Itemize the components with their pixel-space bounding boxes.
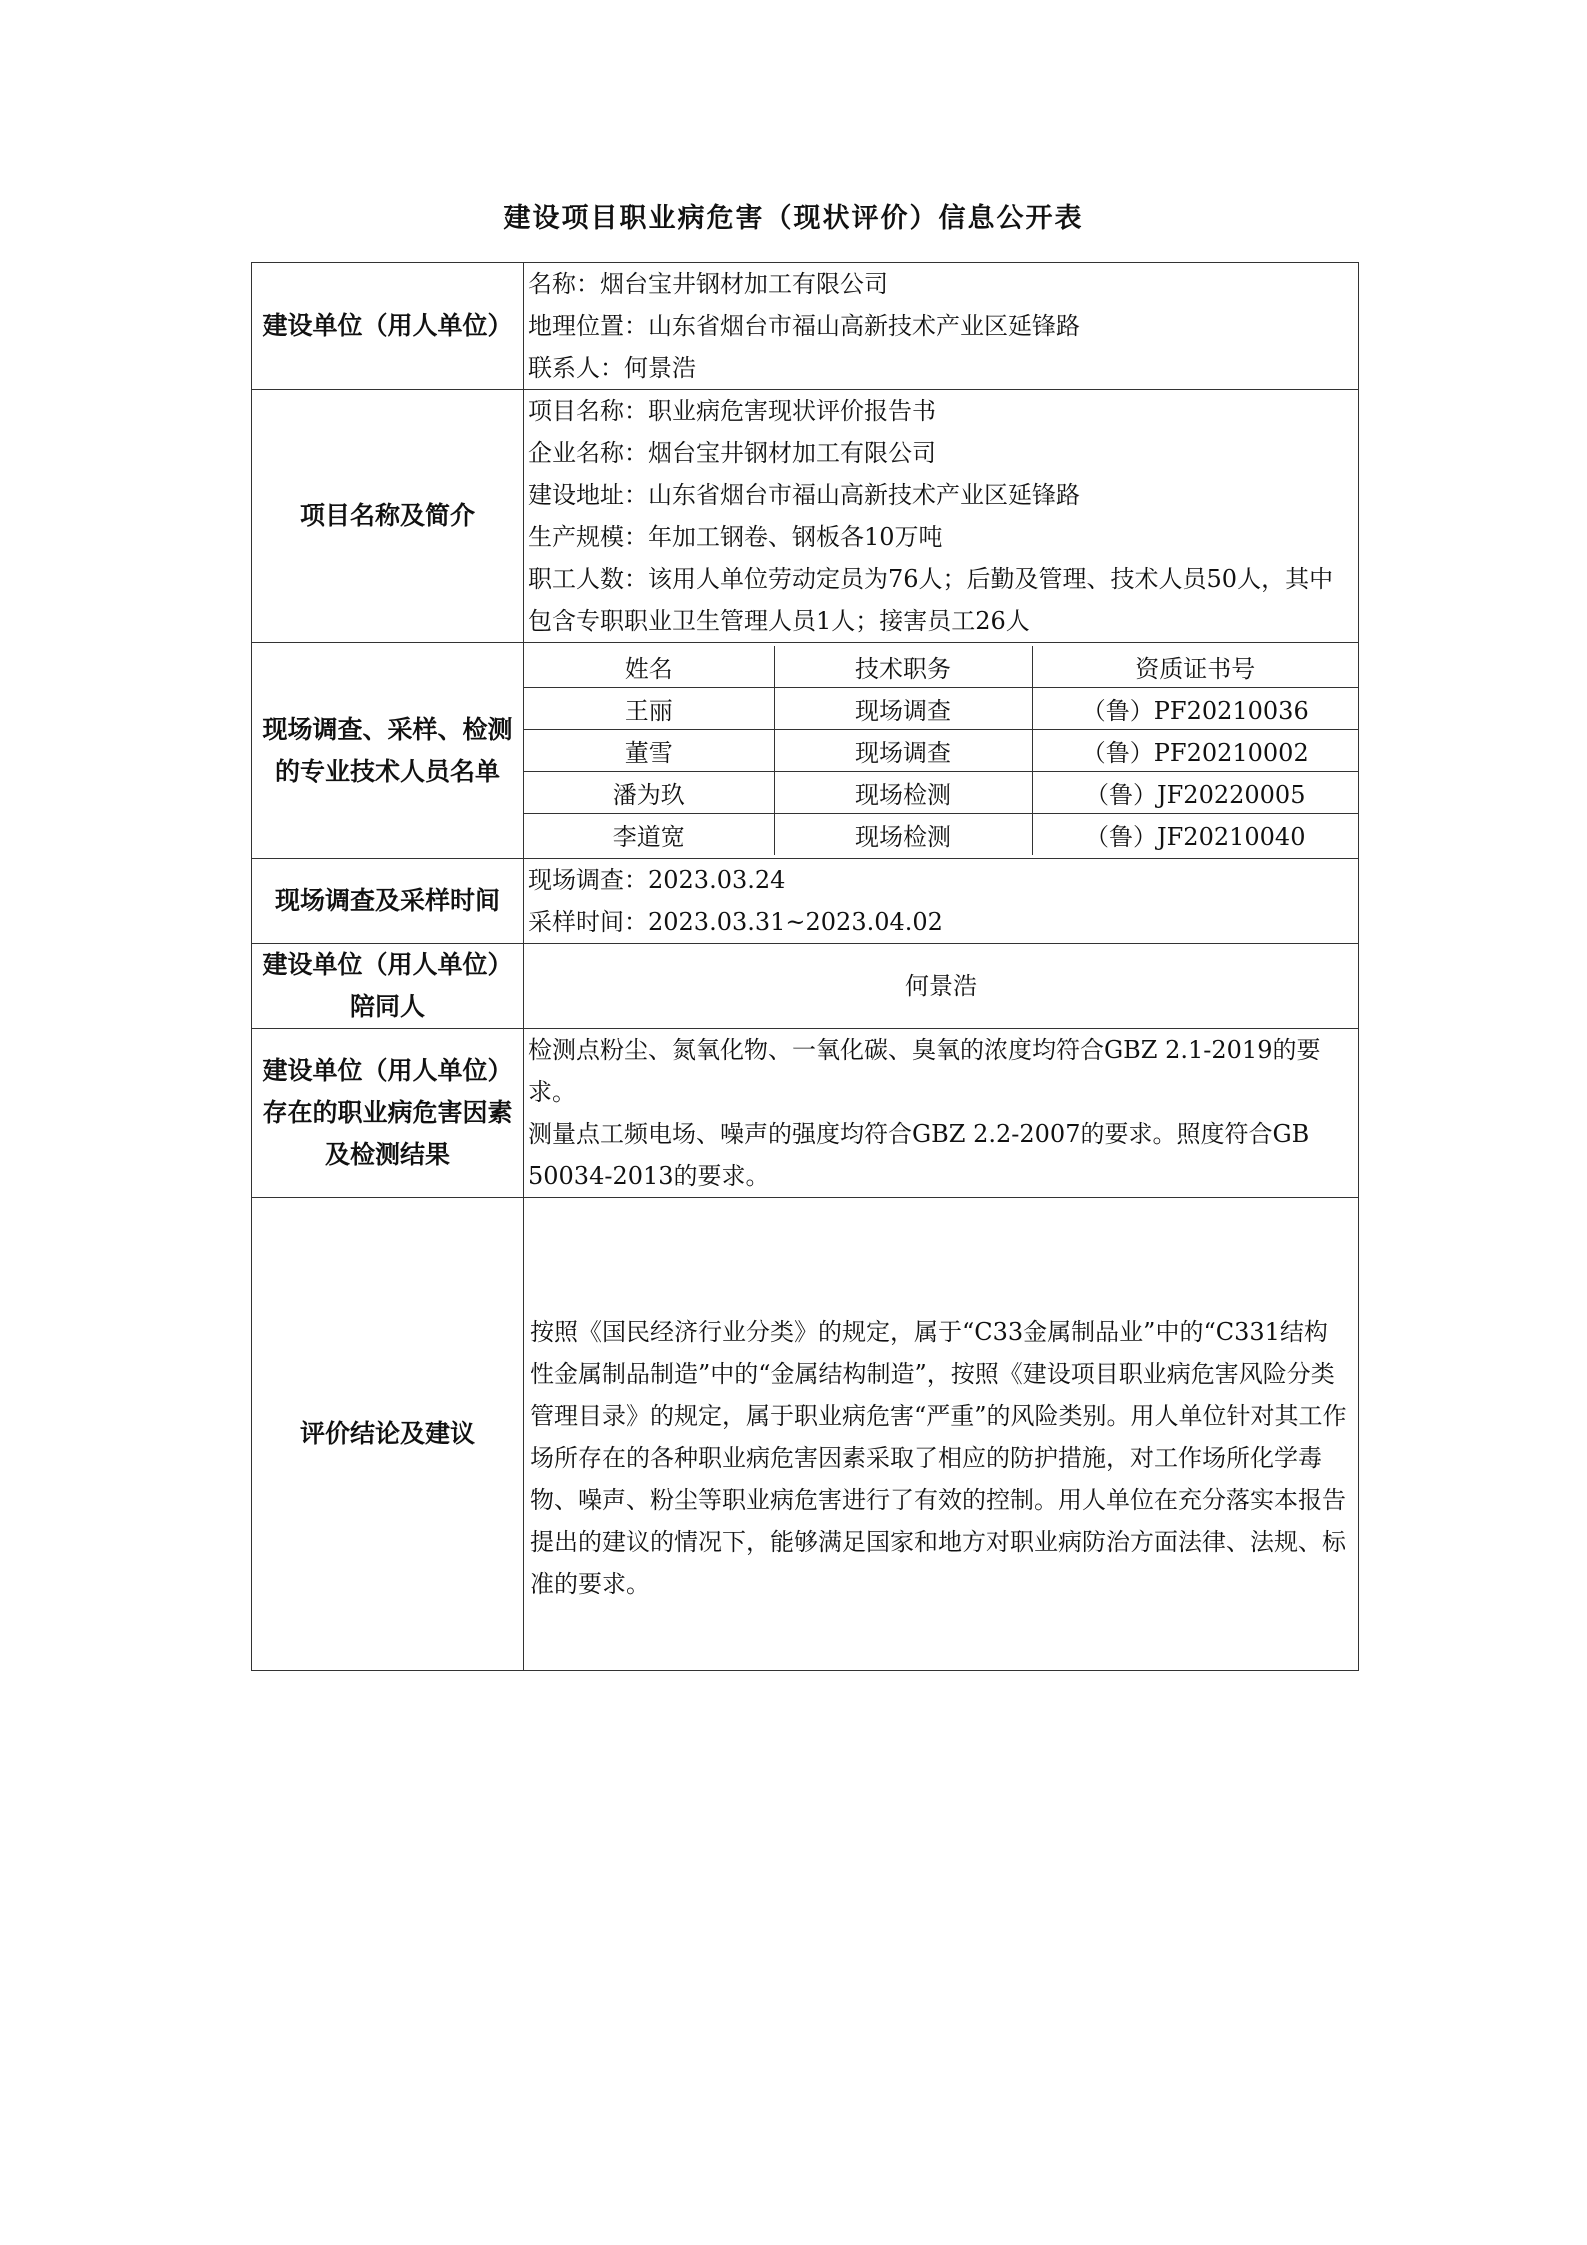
table-row: [524, 772, 1358, 814]
project-label: 项目名称及简介: [252, 390, 524, 643]
page-title: 建设项目职业病危害（现状评价）信息公开表: [503, 203, 1084, 234]
time-survey: 现场调查：2023.03.24: [528, 866, 786, 894]
hazards-line2: 测量点工频电场、噪声的强度均符合GBZ 2.2-2007的要求。照度符合GB 50034-2013的要求。: [528, 1120, 1310, 1190]
staff-table: [524, 646, 1358, 855]
conclusion-text: 按照《国民经济行业分类》的规定，属于“C33金属制品业”中的“C331结构性金属制品制造”中的“金属结构制造”，按照《建设项目职业病危害风险分类管理目录》的规定，属于职业病危害“严重”的风险类别。用人单位针对其工作场所存在的各种职业病危害因素采取了相应的防护措施，对工作场所化学毒物、噪声、粉尘等职业病危害进行了有效的控制。用人单位在充分落实本报告提出的建议的情况下，能够满足国家和地方对职业病防治方面法律、法规、标准的要求。: [524, 1198, 1359, 1671]
staff-role: 现场调查: [774, 688, 1032, 730]
hazards-value: [524, 1029, 1359, 1198]
hazards-label: 建设单位（用人单位）存在的职业病危害因素及检测结果: [252, 1029, 524, 1198]
row-conclusion: [252, 1198, 1359, 1671]
row-companion: [252, 944, 1359, 1029]
companion-value: 何景浩: [524, 944, 1359, 1029]
project-company: 企业名称：烟台宝井钢材加工有限公司: [528, 439, 936, 467]
companion-label: 建设单位（用人单位）陪同人: [252, 944, 524, 1029]
unit-location: 地理位置：山东省烟台市福山高新技术产业区延锋路: [528, 312, 1080, 340]
conclusion-label: 评价结论及建议: [252, 1198, 524, 1671]
row-hazards: [252, 1029, 1359, 1198]
staff-role: 现场检测: [774, 814, 1032, 856]
hazards-line1: 检测点粉尘、氮氧化物、一氧化碳、臭氧的浓度均符合GBZ 2.1-2019的要求。: [528, 1036, 1321, 1106]
project-staff: 职工人数：该用人单位劳动定员为76人；后勤及管理、技术人员50人，其中包含专职职业卫生管理人员1人；接害员工26人: [528, 565, 1334, 635]
unit-label: 建设单位（用人单位）: [252, 263, 524, 390]
unit-value: [524, 263, 1359, 390]
staff-header-role: 技术职务: [774, 646, 1032, 688]
staff-role: 现场调查: [774, 730, 1032, 772]
table-row: [524, 730, 1358, 772]
row-time: [252, 859, 1359, 944]
time-value: [524, 859, 1359, 944]
staff-cert: （鲁）PF20210036: [1032, 688, 1358, 730]
staff-cert: （鲁）JF20210040: [1032, 814, 1358, 856]
time-sampling: 采样时间：2023.03.31~2023.04.02: [528, 908, 943, 936]
staff-header-row: [524, 646, 1358, 688]
staff-cert: （鲁）PF20210002: [1032, 730, 1358, 772]
staff-name: 董雪: [524, 730, 774, 772]
personnel-value: [524, 643, 1359, 859]
unit-name: 名称：烟台宝井钢材加工有限公司: [528, 270, 888, 298]
info-table: [251, 262, 1359, 1671]
project-name: 项目名称：职业病危害现状评价报告书: [528, 397, 936, 425]
row-personnel: [252, 643, 1359, 859]
project-value: [524, 390, 1359, 643]
unit-contact: 联系人：何景浩: [528, 354, 696, 382]
staff-name: 潘为玖: [524, 772, 774, 814]
project-scale: 生产规模：年加工钢卷、钢板各10万吨: [528, 523, 943, 551]
table-row: [524, 814, 1358, 856]
personnel-label: 现场调查、采样、检测的专业技术人员名单: [252, 643, 524, 859]
row-unit: [252, 263, 1359, 390]
row-project: [252, 390, 1359, 643]
project-address: 建设地址：山东省烟台市福山高新技术产业区延锋路: [528, 481, 1080, 509]
staff-name: 王丽: [524, 688, 774, 730]
time-label: 现场调查及采样时间: [252, 859, 524, 944]
staff-name: 李道宽: [524, 814, 774, 856]
table-row: [524, 688, 1358, 730]
staff-header-cert: 资质证书号: [1032, 646, 1358, 688]
staff-role: 现场检测: [774, 772, 1032, 814]
staff-header-name: 姓名: [524, 646, 774, 688]
staff-cert: （鲁）JF20220005: [1032, 772, 1358, 814]
